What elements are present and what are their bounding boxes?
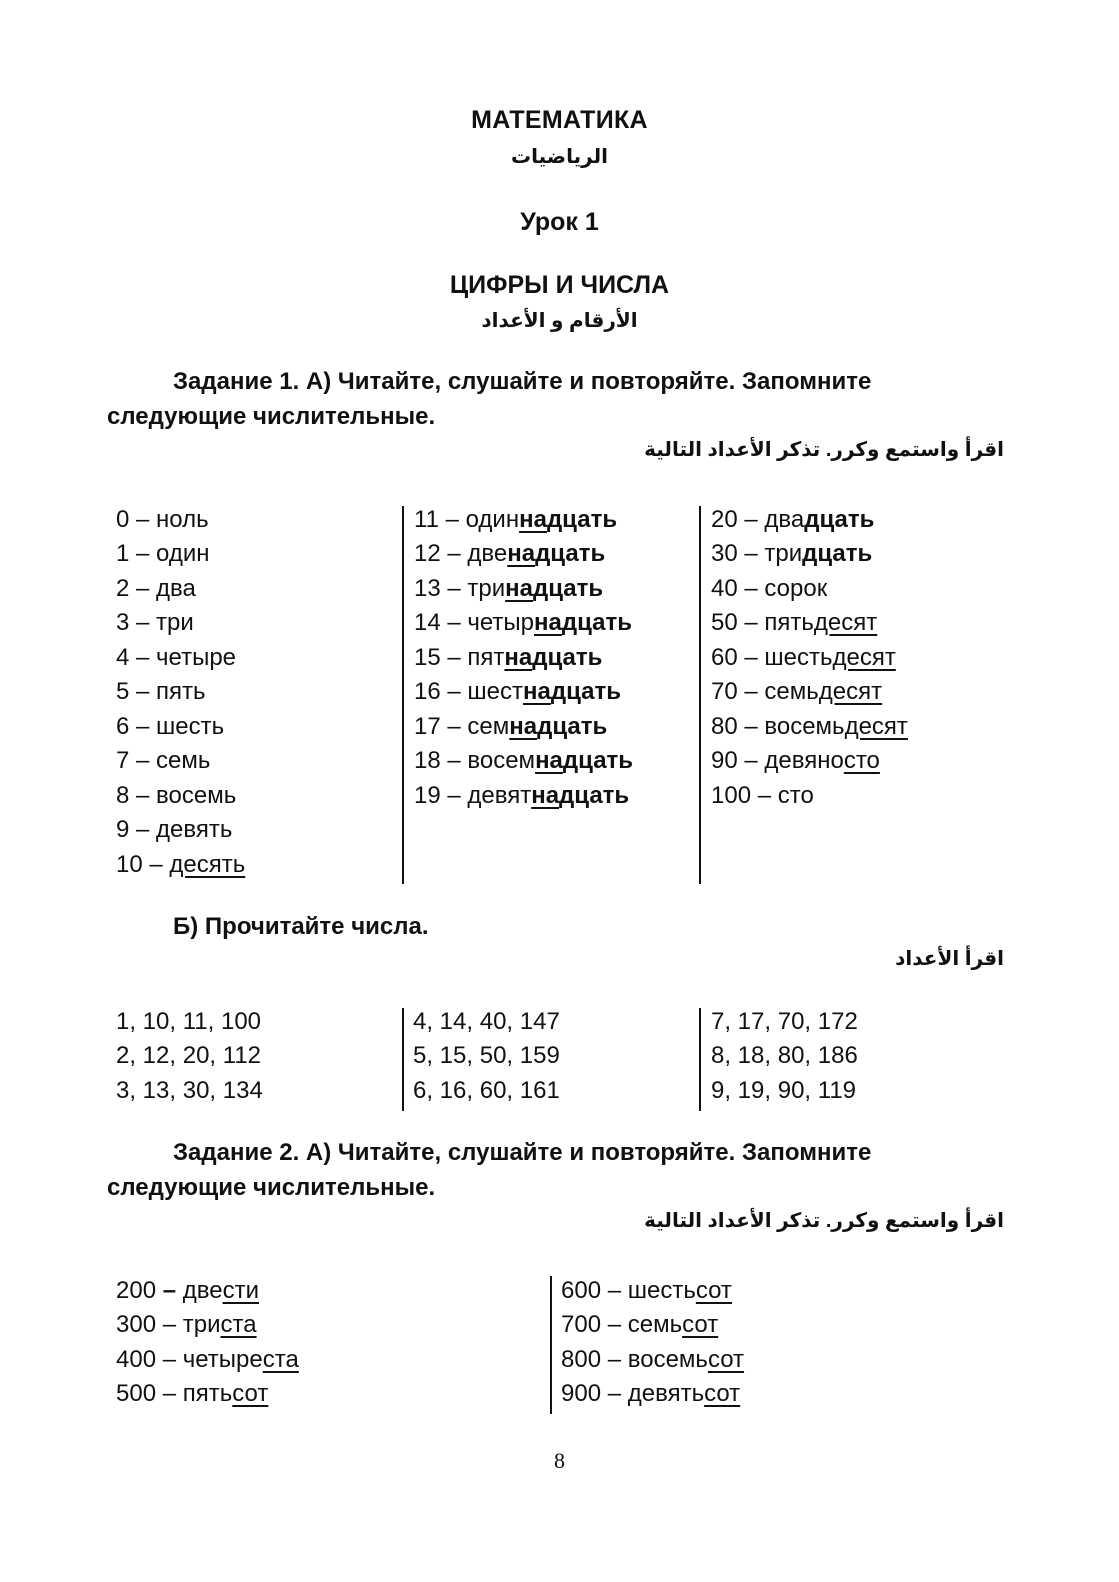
number-row: 13 – тринадцать bbox=[414, 575, 604, 602]
number-row: 16 – шестнадцать bbox=[414, 678, 621, 705]
number-row: 6 – шесть bbox=[116, 713, 225, 740]
part-b-label: Б) Прочитайте числа. bbox=[173, 913, 429, 940]
lesson-title: Урок 1 bbox=[520, 208, 599, 236]
number-row: 50 – пятьдесят bbox=[711, 609, 878, 636]
number-row: 0 – ноль bbox=[116, 506, 209, 533]
number-row: 19 – девятнадцать bbox=[414, 782, 630, 809]
number-row: 20 – двадцать bbox=[711, 506, 875, 533]
number-group: 6, 16, 60, 161 bbox=[413, 1077, 560, 1104]
number-row: 500 – пятьсот bbox=[116, 1380, 269, 1407]
number-row: 300 – триста bbox=[116, 1311, 257, 1338]
number-row: 4 – четыре bbox=[116, 644, 237, 671]
number-row: 70 – семьдесят bbox=[711, 678, 883, 705]
number-row: 9 – девять bbox=[116, 816, 233, 843]
task1-arabic: اقرأ واستمع وكرر. تذكر الأعداد التالية bbox=[644, 439, 1004, 461]
task2-arabic: اقرأ واستمع وكرر. تذكر الأعداد التالية bbox=[644, 1210, 1004, 1232]
number-group: 1, 10, 11, 100 bbox=[116, 1008, 262, 1035]
number-row: 600 – шестьсот bbox=[561, 1277, 732, 1304]
number-row: 12 – двенадцать bbox=[414, 540, 606, 567]
number-group: 5, 15, 50, 159 bbox=[413, 1042, 560, 1069]
number-row: 60 – шестьдесят bbox=[711, 644, 896, 671]
number-group: 2, 12, 20, 112 bbox=[116, 1042, 262, 1069]
column-divider bbox=[699, 1008, 701, 1111]
number-row: 90 – девяносто bbox=[711, 747, 880, 774]
number-group: 7, 17, 70, 172 bbox=[711, 1008, 858, 1035]
number-row: 15 – пятнадцать bbox=[414, 644, 603, 671]
column-divider bbox=[699, 506, 701, 884]
number-row: 18 – восемнадцать bbox=[414, 747, 634, 774]
part-b-arabic: اقرأ الأعداد bbox=[895, 948, 1004, 970]
task2-line2: следующие числительные. bbox=[107, 1174, 436, 1201]
number-row: 17 – семнадцать bbox=[414, 713, 608, 740]
number-row: 2 – два bbox=[116, 575, 196, 602]
number-group: 8, 18, 80, 186 bbox=[711, 1042, 858, 1069]
number-row: 7 – семь bbox=[116, 747, 211, 774]
topic-title: ЦИФРЫ И ЧИСЛА bbox=[449, 271, 670, 299]
number-row: 800 – восемьсот bbox=[561, 1346, 745, 1373]
number-row: 200 – двести bbox=[116, 1277, 259, 1304]
number-row: 80 – восемьдесят bbox=[711, 713, 908, 740]
task1-line1: Задание 1. А) Читайте, слушайте и повторяйте. Запомните bbox=[173, 368, 872, 395]
number-row: 3 – три bbox=[116, 609, 194, 636]
column-divider bbox=[402, 1008, 404, 1111]
topic-title-arabic: الأرقام و الأعداد bbox=[481, 310, 638, 332]
number-row: 11 – одиннадцать bbox=[414, 506, 618, 533]
number-row: 400 – четыреста bbox=[116, 1346, 299, 1373]
subject-title-arabic: الرياضيات bbox=[511, 146, 608, 168]
number-row: 40 – сорок bbox=[711, 575, 828, 602]
number-group: 4, 14, 40, 147 bbox=[413, 1008, 560, 1035]
number-row: 900 – девятьсот bbox=[561, 1380, 741, 1407]
number-row: 1 – один bbox=[116, 540, 210, 567]
number-row: 5 – пять bbox=[116, 678, 206, 705]
number-row: 700 – семьсот bbox=[561, 1311, 719, 1338]
number-row: 10 – десять bbox=[116, 851, 246, 878]
page-number: 8 bbox=[554, 1448, 565, 1473]
task2-line1: Задание 2. А) Читайте, слушайте и повторяйте. Запомните bbox=[173, 1139, 872, 1166]
task1-line2: следующие числительные. bbox=[107, 403, 436, 430]
number-group: 9, 19, 90, 119 bbox=[711, 1077, 857, 1104]
subject-title: МАТЕМАТИКА bbox=[471, 106, 648, 134]
column-divider bbox=[402, 506, 404, 884]
task1-part-b bbox=[107, 909, 1004, 944]
task2-instruction bbox=[107, 1135, 1004, 1205]
number-row: 8 – восемь bbox=[116, 782, 237, 809]
number-row: 100 – сто bbox=[711, 782, 814, 809]
column-divider bbox=[550, 1276, 552, 1414]
number-row: 14 – четырнадцать bbox=[414, 609, 633, 636]
number-row: 30 – тридцать bbox=[711, 540, 873, 567]
number-group: 3, 13, 30, 134 bbox=[116, 1077, 263, 1104]
task1-instruction bbox=[107, 364, 1004, 434]
